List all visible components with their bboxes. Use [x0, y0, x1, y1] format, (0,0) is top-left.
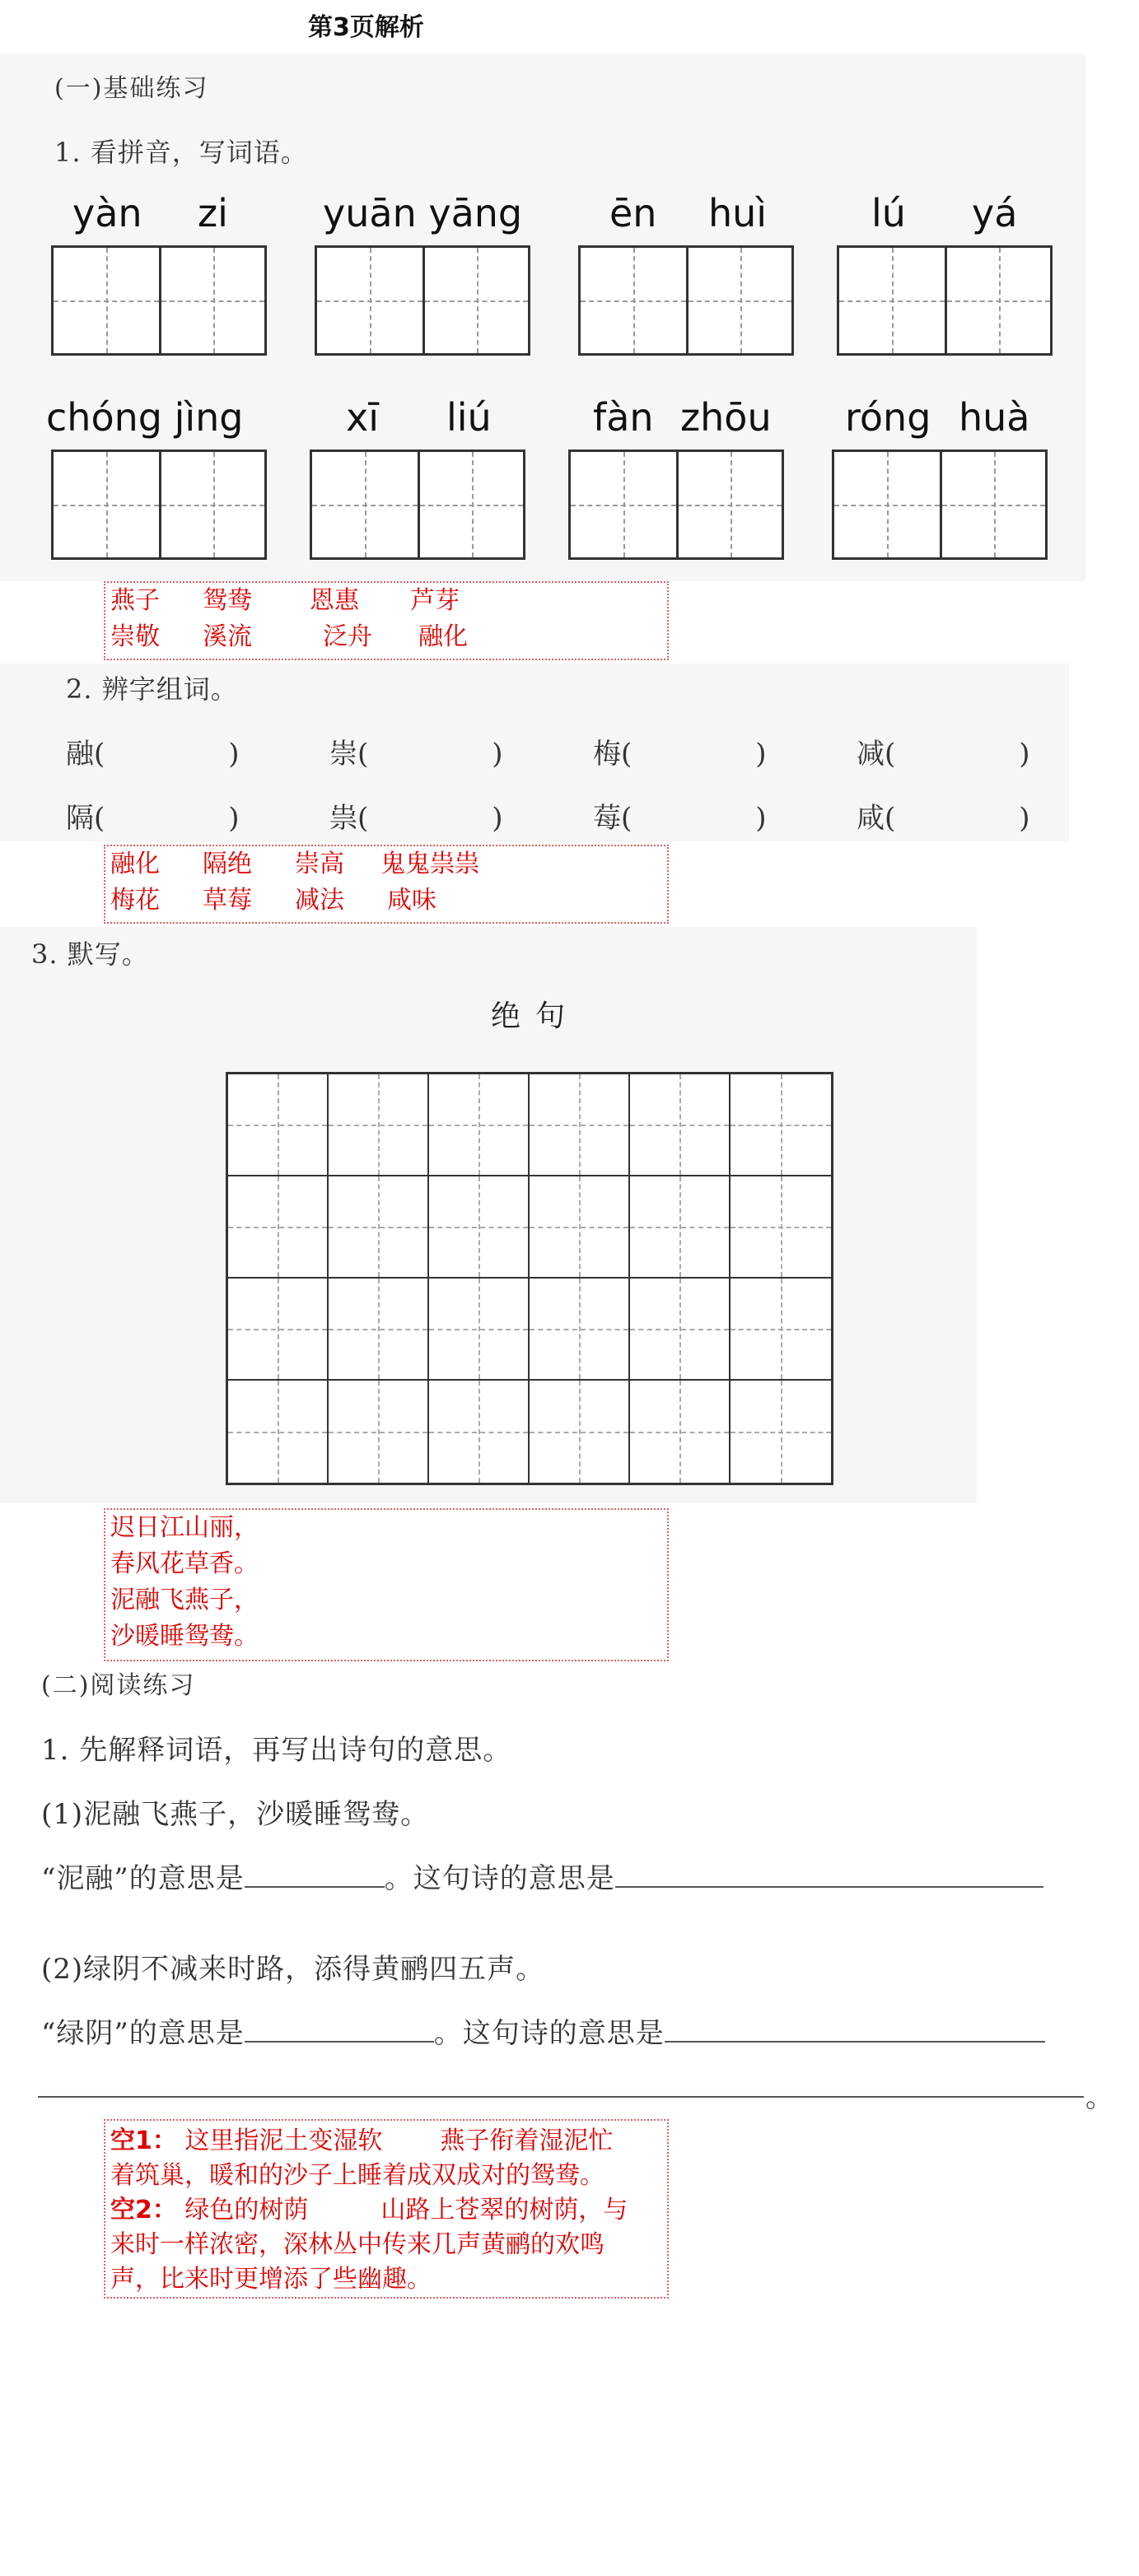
char-grid-5[interactable]	[51, 450, 267, 560]
pinyin-luya: lú	[871, 191, 906, 235]
char-grid-7[interactable]	[568, 450, 784, 560]
reading-sub1: (1)泥融飞燕子，沙暖睡鸳鸯。	[41, 1798, 430, 1831]
poem-title: 绝句	[491, 999, 581, 1033]
q2-pair[interactable]: 减( )	[857, 738, 1030, 771]
q2-pair[interactable]: 咸( )	[857, 802, 1030, 835]
answer-word: 融化	[418, 622, 468, 651]
q2-pair[interactable]: 隔( )	[66, 802, 240, 835]
pinyin-yuanyang: yuān yāng	[323, 191, 523, 235]
reading-q1-prompt: 1. 先解释词语，再写出诗句的意思。	[41, 1734, 512, 1767]
char-grid-6[interactable]	[310, 450, 525, 560]
answer-word: 融化	[110, 850, 160, 878]
pinyin-xiliu: xī	[346, 395, 380, 440]
q3-prompt: 3. 默写。	[31, 939, 149, 970]
blank-lvyin[interactable]	[245, 2016, 434, 2043]
pinyin-yanzi: yàn	[72, 191, 142, 235]
pinyin-xiliu-2: liú	[446, 395, 492, 440]
dictation-grid[interactable]	[226, 1072, 833, 1485]
blank-sub1-meaning[interactable]	[615, 1861, 1043, 1888]
section-heading-reading: (二)阅读练习	[41, 1671, 196, 1700]
answer-word: 草莓	[203, 886, 252, 915]
blank-niron[interactable]	[245, 1861, 385, 1888]
char-grid-3[interactable]	[578, 245, 794, 356]
char-grid-4[interactable]	[837, 245, 1053, 356]
poem-line: 春风花草香。	[110, 1549, 259, 1578]
end-mark: 。	[1085, 2081, 1114, 2114]
answer-word: 燕子	[110, 586, 160, 615]
pinyin-enhui: ēn	[609, 191, 657, 235]
blank-sub2-meaning[interactable]	[665, 2016, 1045, 2043]
answer-box-q1	[104, 581, 669, 660]
answer-word: 崇高	[295, 850, 344, 878]
answer-word: 芦芽	[410, 586, 460, 615]
pinyin-luya-2: yá	[972, 191, 1018, 235]
page-title: 第3页解析	[308, 13, 424, 42]
q1-prompt: 1. 看拼音，写词语。	[54, 137, 308, 168]
answer-word: 恩惠	[310, 586, 359, 615]
pinyin-ronghua: róng	[845, 395, 931, 440]
char-grid-2[interactable]	[315, 245, 530, 356]
pinyin-enhui-2: huì	[708, 191, 768, 235]
answer-word: 咸味	[387, 886, 436, 915]
pinyin-fanzhou-2: zhōu	[680, 395, 772, 440]
answer-word: 梅花	[110, 886, 160, 915]
q2-prompt: 2. 辨字组词。	[66, 673, 238, 705]
q2-pair[interactable]: 崇( )	[329, 738, 503, 771]
q2-pair[interactable]: 莓( )	[593, 802, 767, 835]
reading-sub2-line: “绿阴”的意思是 。这句诗的意思是	[41, 2010, 1045, 2051]
pinyin-ronghua-2: huà	[959, 395, 1030, 440]
answer-box-q3	[104, 1508, 669, 1661]
answer-word: 溪流	[203, 622, 252, 651]
section-heading-basic: (一)基础练习	[54, 74, 209, 103]
q2-row-2	[66, 795, 1120, 836]
answer-word: 崇敬	[110, 622, 160, 651]
poem-line: 沙暖睡鸳鸯。	[110, 1622, 259, 1651]
q2-pair[interactable]: 融( )	[66, 738, 240, 771]
answer-word: 减法	[295, 886, 344, 915]
q2-pair[interactable]: 梅( )	[593, 738, 767, 771]
answer-word: 鸳鸯	[203, 586, 252, 615]
pinyin-chongjing: chóng jìng	[46, 395, 244, 440]
answer-word: 隔绝	[203, 850, 252, 878]
char-grid-1[interactable]	[51, 245, 267, 356]
answer-box-reading: 空1： 这里指泥土变湿软 燕子衔着湿泥忙 着筑巢，暖和的沙子上睡着成双成对的鸳鸯。 空2： 绿色的树荫 山路上苍翠的树荫，与 来时一样浓密，深林丛中传来几声黄鹂的欢鸣 声，比来时更增添了些幽趣。	[104, 2119, 669, 2299]
poem-line: 迟日江山丽，	[110, 1513, 259, 1542]
pinyin-yanzi-2: zi	[198, 191, 228, 235]
q2-row-1	[66, 731, 1120, 771]
char-grid-8[interactable]	[832, 450, 1048, 560]
answer-word: 泛舟	[323, 622, 372, 651]
q2-pair[interactable]: 祟( )	[329, 802, 503, 835]
answer-word: 鬼鬼祟祟	[380, 850, 479, 878]
pinyin-fanzhou: fàn	[593, 395, 654, 440]
reading-sub1-line: “泥融”的意思是 。这句诗的意思是	[41, 1856, 1043, 1896]
reading-sub2: (2)绿阴不减来时路，添得黄鹂四五声。	[41, 1953, 545, 1986]
reading-continuation-line[interactable]	[38, 2096, 1084, 2098]
answer-box-q2	[104, 845, 669, 924]
poem-line: 泥融飞燕子，	[110, 1586, 259, 1614]
